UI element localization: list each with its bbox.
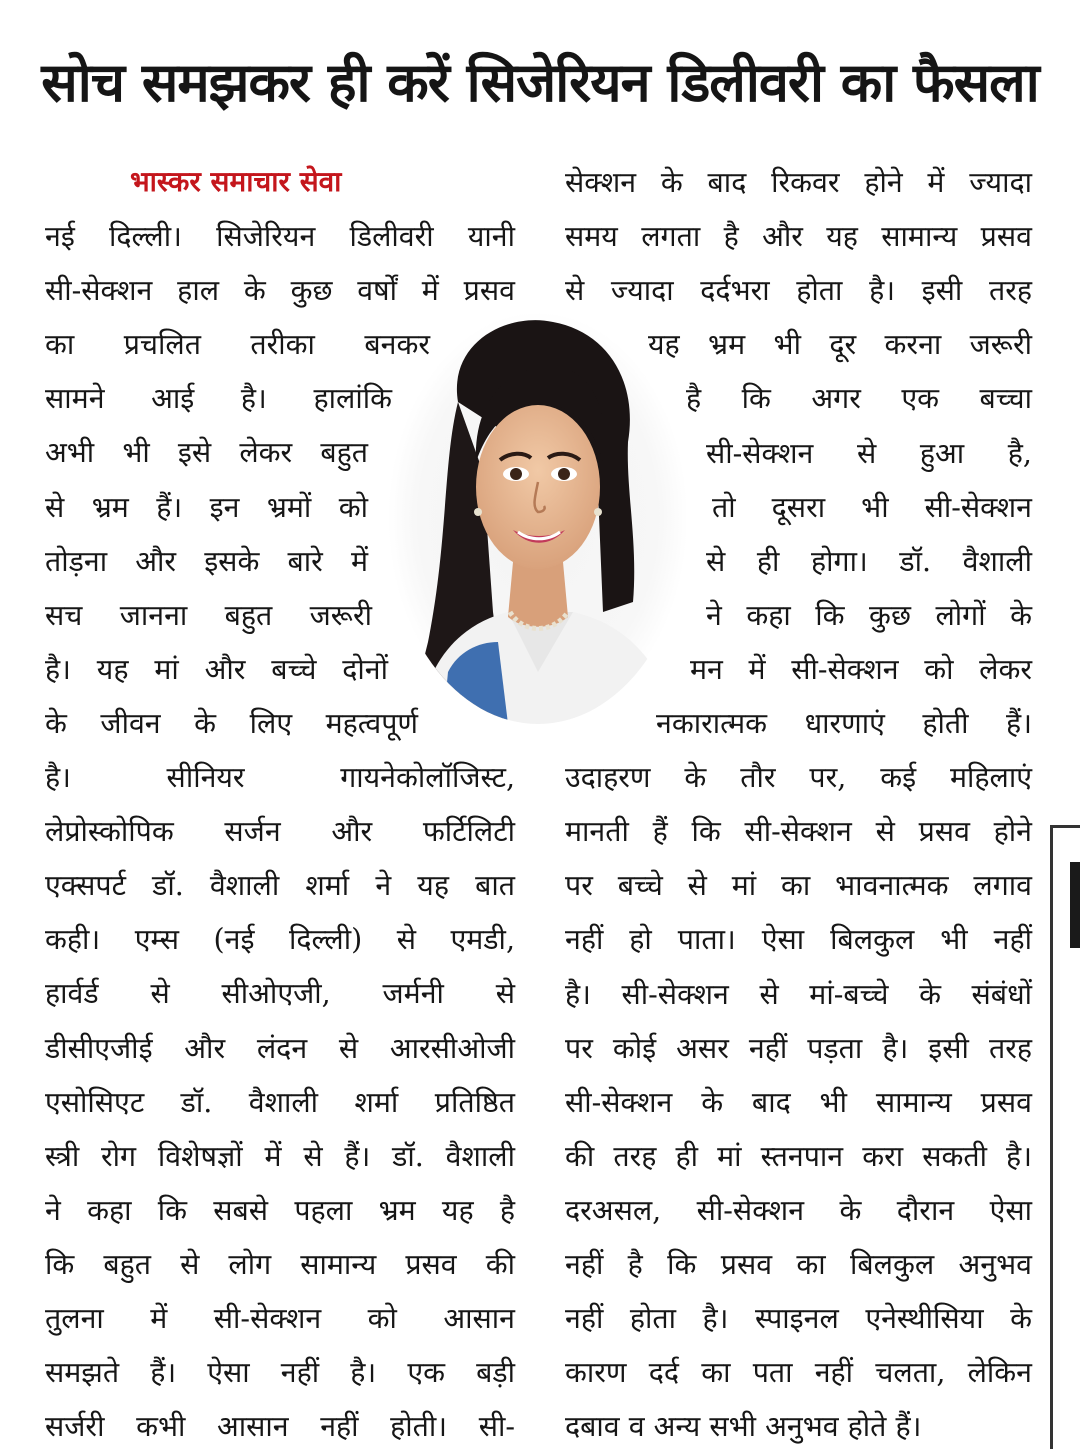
adjacent-article-border-top [1050, 825, 1080, 828]
article-line: का प्रचलित तरीका बनकर [45, 328, 430, 362]
article-line: एक्सपर्ट डॉ. वैशाली शर्मा ने यह बात [45, 869, 515, 903]
article-line: दरअसल, सी-सेक्शन के दौरान ऐसा [565, 1193, 1032, 1227]
article-line: तो दूसरा भी सी-सेक्शन [712, 490, 1032, 524]
article-line: है। यह मां और बच्चे दोनों [45, 652, 388, 686]
article-line: नकारात्मक धारणाएं होती हैं। [656, 707, 1032, 740]
article-line: से ही होगा। डॉ. वैशाली [706, 544, 1032, 578]
article-line: ने कहा कि कुछ लोगों के [706, 598, 1032, 632]
article-line: सच जानना बहुत जरूरी [45, 598, 372, 632]
article-line: दबाव व अन्य सभी अनुभव होते हैं। [565, 1410, 922, 1444]
article-line: मन में सी-सेक्शन को लेकर [690, 652, 1032, 686]
article-line: पर कोई असर नहीं पड़ता है। इसी तरह [565, 1031, 1032, 1065]
article-line: लेप्रोस्कोपिक सर्जन और फर्टिलिटी [45, 815, 515, 849]
article-line: उदाहरण के तौर पर, कई महिलाएं [565, 761, 1032, 795]
adjacent-article-border [1050, 825, 1053, 1449]
headline: सोच समझकर ही करें सिजेरियन डिलीवरी का फैसला [41, 51, 1039, 114]
article-line: के जीवन के लिए महत्वपूर्ण [45, 706, 418, 740]
article-line: हार्वर्ड से सीओएजी, जर्मनी से [45, 977, 515, 1011]
article-line: डीसीएजीई और लंदन से आरसीओजी [45, 1031, 515, 1065]
article-line: नहीं हो पाता। ऐसा बिलकुल भी नहीं [565, 923, 1032, 957]
article-line: समझते हैं। ऐसा नहीं है। एक बड़ी [45, 1356, 515, 1390]
article-line: है। सी-सेक्शन से मां-बच्चे के संबंधों [565, 977, 1032, 1011]
article-line: पर बच्चे से मां का भावनात्मक लगाव [565, 869, 1032, 903]
article-line: नई दिल्ली। सिजेरियन डिलीवरी यानी [45, 220, 515, 253]
byline: भास्कर समाचार सेवा [130, 165, 342, 198]
article-line: कारण दर्द का पता नहीं चलता, लेकिन [565, 1356, 1032, 1390]
article-line: से भ्रम हैं। इन भ्रमों को [45, 490, 368, 524]
article-line: सी-सेक्शन हाल के कुछ वर्षों में प्रसव [45, 274, 515, 308]
article-line: यह भ्रम भी दूर करना जरूरी [648, 328, 1032, 362]
article-line: की तरह ही मां स्तनपान करा सकती है। [565, 1139, 1032, 1173]
article-line: स्त्री रोग विशेषज्ञों में से हैं। डॉ. वैशाली [45, 1139, 515, 1173]
article-line: सी-सेक्शन से हुआ है, [706, 436, 1032, 470]
article-line: सर्जरी कभी आसान नहीं होती। सी- [45, 1410, 515, 1444]
article-line: से ज्यादा दर्दभरा होता है। इसी तरह [565, 274, 1032, 308]
article-line: समय लगता है और यह सामान्य प्रसव [565, 220, 1032, 254]
article-line: कही। एम्स (नई दिल्ली) से एमडी, [45, 923, 515, 957]
article-line: मानती हैं कि सी-सेक्शन से प्रसव होने [565, 815, 1032, 849]
article-line: सामने आई है। हालांकि [45, 382, 392, 416]
article-line: है। सीनियर गायनेकोलॉजिस्ट, [45, 761, 515, 794]
adjacent-article-header-block [1070, 862, 1080, 948]
article-line: कि बहुत से लोग सामान्य प्रसव की [45, 1247, 515, 1281]
article-line: अभी भी इसे लेकर बहुत [45, 436, 368, 470]
article-line: ने कहा कि सबसे पहला भ्रम यह है [45, 1193, 515, 1227]
article-line: सी-सेक्शन के बाद भी सामान्य प्रसव [565, 1085, 1032, 1119]
doctor-portrait-photo [388, 312, 688, 724]
article-line: नहीं है कि प्रसव का बिलकुल अनुभव [565, 1248, 1032, 1281]
article-line: एसोसिएट डॉ. वैशाली शर्मा प्रतिष्ठित [45, 1085, 515, 1119]
article-line: तोड़ना और इसके बारे में [45, 544, 368, 578]
article-line: है कि अगर एक बच्चा [686, 382, 1032, 416]
article-line: तुलना में सी-सेक्शन को आसान [45, 1302, 515, 1335]
article-line: सेक्शन के बाद रिकवर होने में ज्यादा [565, 166, 1032, 199]
article-line: नहीं होता है। स्पाइनल एनेस्थीसिया के [565, 1302, 1032, 1336]
